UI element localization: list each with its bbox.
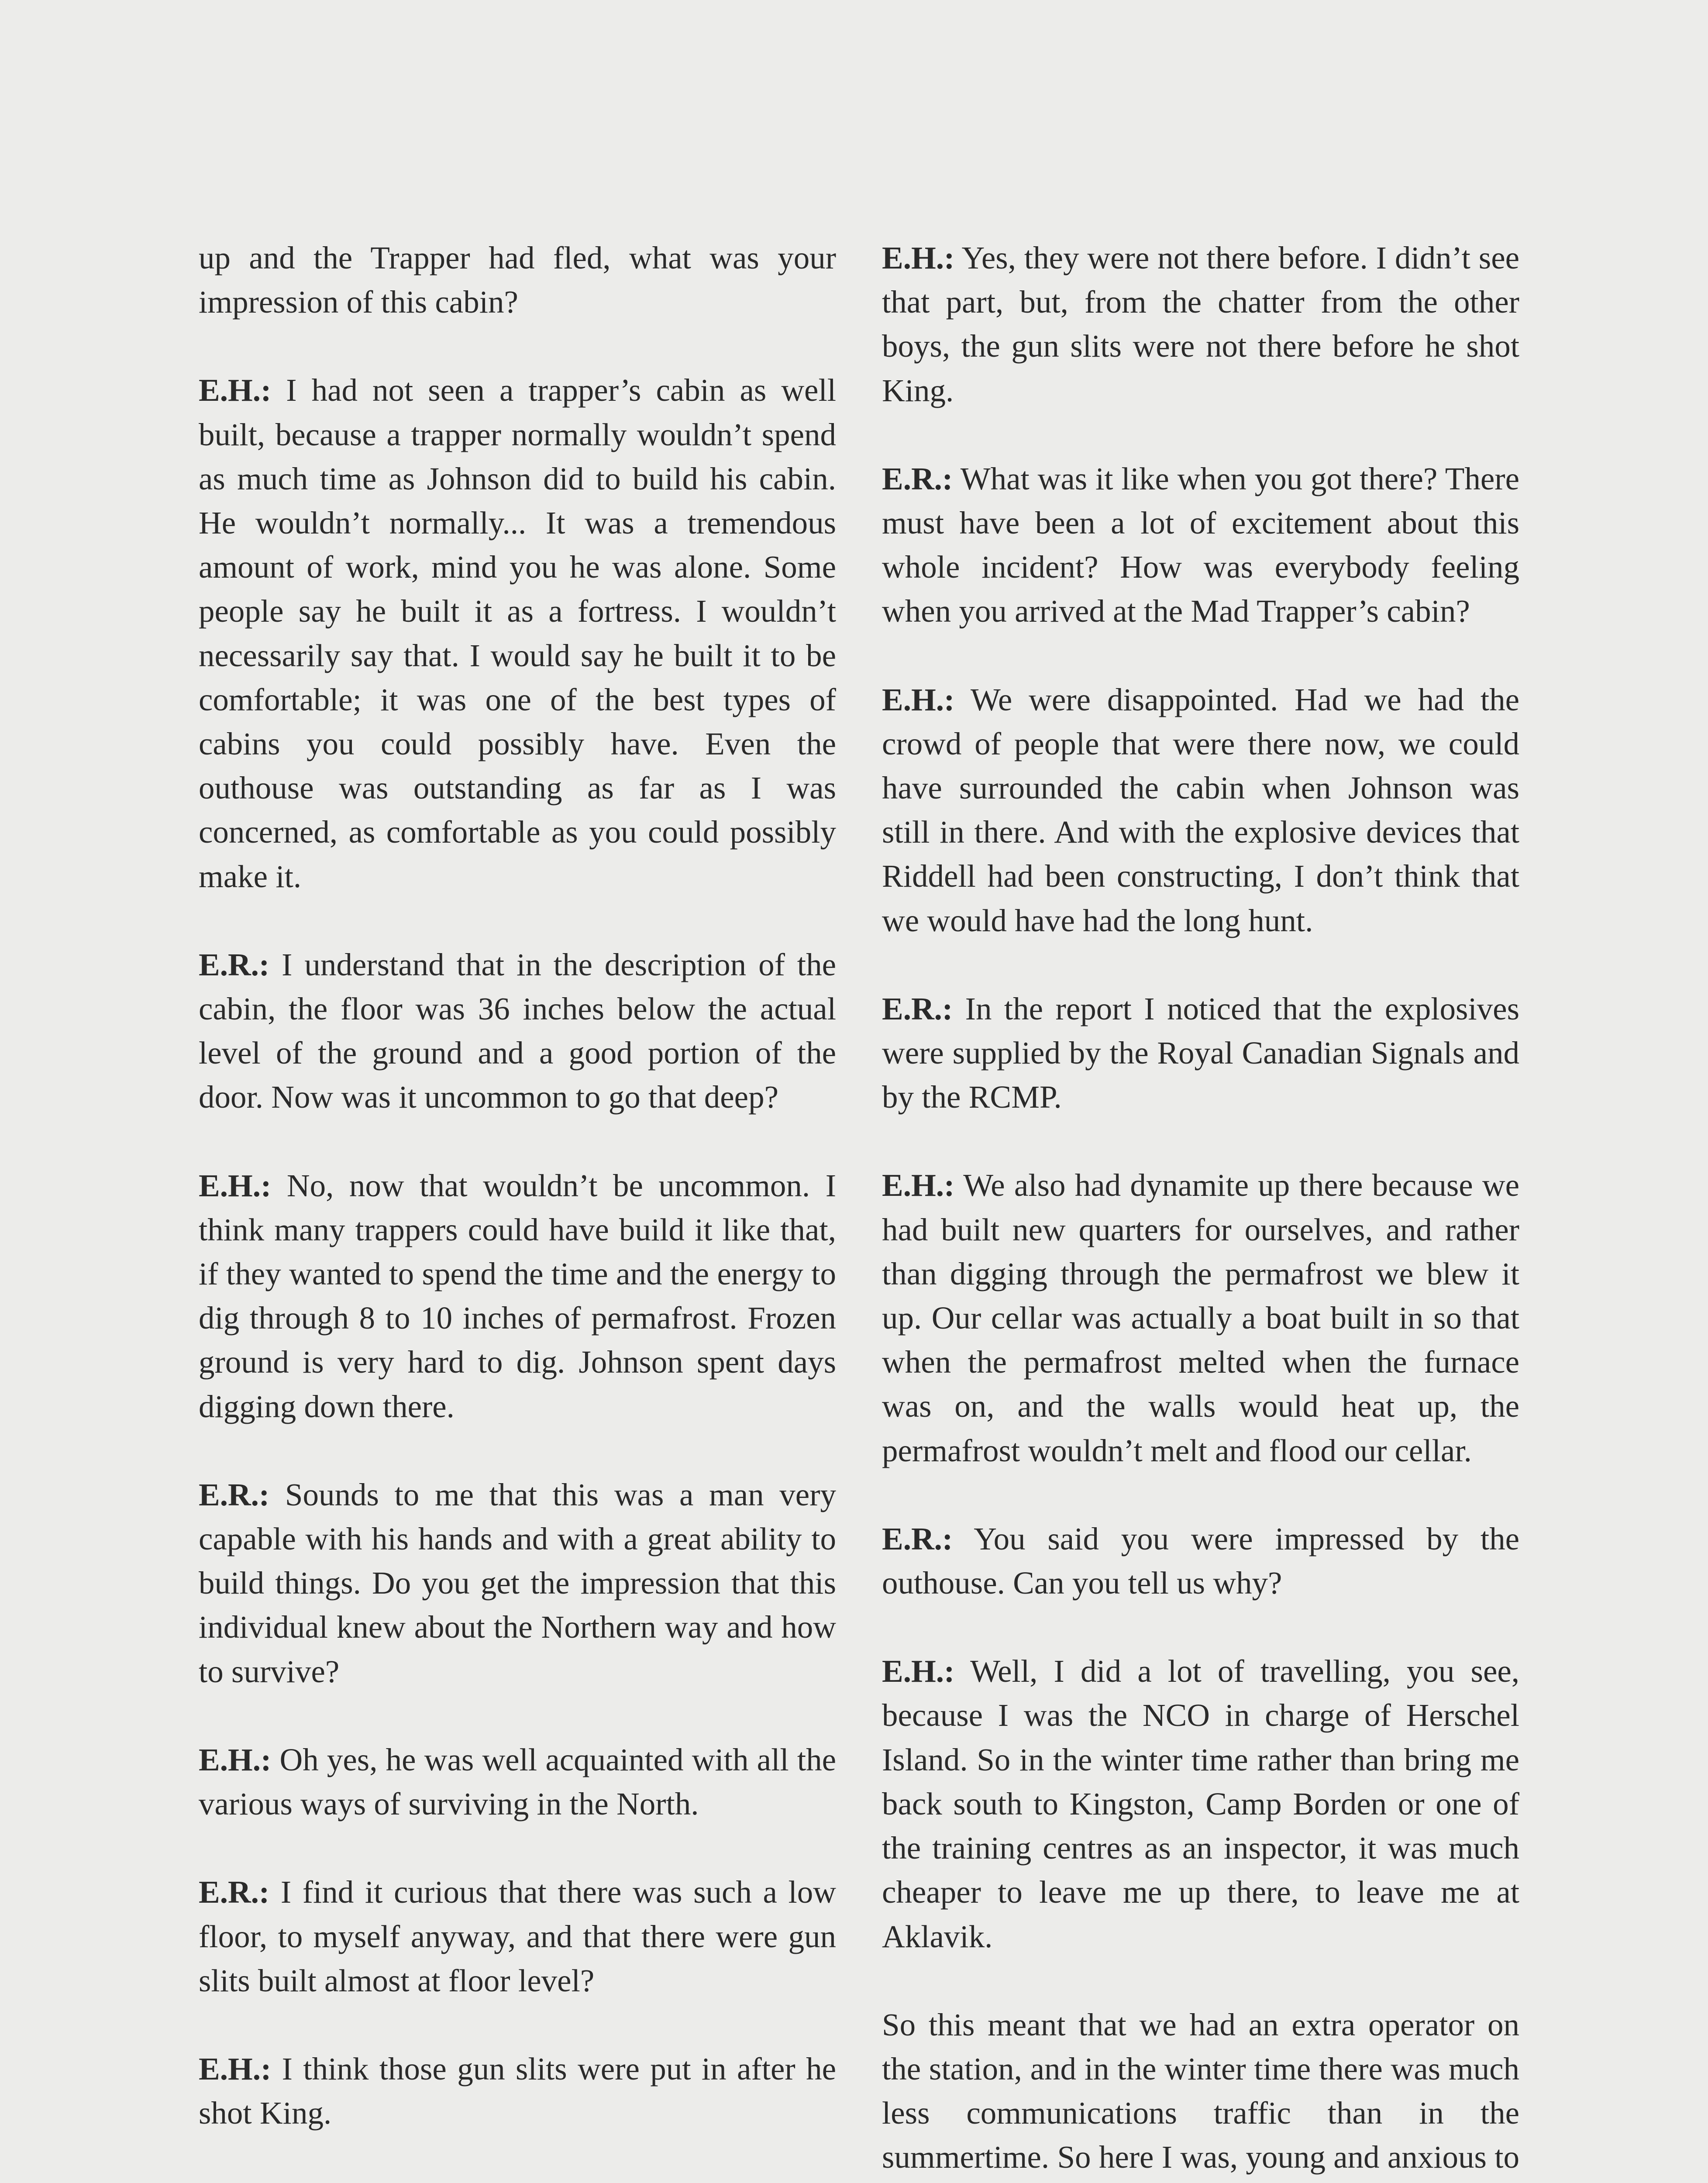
paragraph [199, 1164, 836, 1429]
paragraph-text: up and the Trapper had fled, what was your impression of this cabin? [199, 240, 836, 320]
speaker-label: E.R.: [199, 947, 270, 982]
paragraph [882, 1517, 1519, 1605]
speaker-label: E.R.: [882, 1521, 953, 1556]
speaker-label: E.R.: [882, 461, 953, 496]
paragraph [199, 2047, 836, 2135]
paragraph [199, 236, 836, 324]
paragraph [882, 678, 1519, 943]
paragraph-text: I understand that in the description of the cabin, the floor was 36 inches below the actual level of the ground and a good portion of the door. Now was it uncommon to go that deep? [199, 947, 836, 1115]
speaker-label: E.R.: [882, 991, 953, 1026]
paragraph-text: I think those gun slits were put in after he shot King. [199, 2051, 837, 2131]
paragraph-text: I had not seen a trapper’s cabin as well built, because a trapper normally wouldn’t spend as much time as Johnson did to build his cabin. He wouldn’t normally... It was a tremendous amount of work, mind you he was alone. Some people say he built it as a fortress. I wouldn’t necessarily say that. I would say he built it to be comfortable; it was one of the best types of cabins you could possibly have. Even the outhouse was outstanding as far as I was concerned, as comfortable as you could possibly make it. [199, 372, 837, 894]
speaker-label: E.H.: [882, 240, 955, 275]
left-column [199, 236, 836, 2183]
paragraph [882, 457, 1519, 634]
speaker-label: E.R.: [199, 1874, 270, 1910]
speaker-label: E.H.: [882, 1653, 955, 1689]
paragraph-text: In the report I noticed that the explosives were supplied by the Royal Canadian Signals and by the RCMP. [882, 991, 1519, 1115]
paragraph [199, 1870, 836, 2003]
paragraph [882, 987, 1519, 1119]
right-column [882, 236, 1519, 2183]
paragraph-text: Well, I did a lot of travelling, you see, because I was the NCO in charge of Herschel Island. So in the winter time rather than bring me back south to Kingston, Camp Borden or one of the training centres as an inspector, it was much cheaper to leave me up there, to leave me at Aklavik. [882, 1653, 1519, 1954]
paragraph-text: Yes, they were not there before. I didn’t see that part, but, from the chatter from the other boys, the gun slits were not there before he shot King. [882, 240, 1519, 408]
speaker-label: E.H.: [199, 1742, 272, 1777]
paragraph [882, 236, 1519, 413]
speaker-label: E.H.: [882, 682, 955, 717]
paragraph-text: So this meant that we had an extra operator on the station, and in the winter time there was much less communications traffic than in the summertime. So here I was, young and anxious to [882, 2007, 1519, 2175]
paragraph-text: Oh yes, he was well acquainted with all the various ways of surviving in the North. [199, 1742, 836, 1822]
paragraph-text: We were disappointed. Had we had the crowd of people that were there now, we could have surrounded the cabin when Johnson was still in there. And with the explosive devices that Riddell had been constructing, I don’t think that we would have had the long hunt. [882, 682, 1519, 938]
paragraph-text: No, now that wouldn’t be uncommon. I think many trappers could have build it like that, if they wanted to spend the time and the energy to dig through 8 to 10 inches of permafrost. Frozen ground is very hard to dig. Johnson spent days digging down there. [199, 1167, 837, 1424]
paragraph [199, 2179, 836, 2183]
speaker-label: E.H.: [199, 372, 272, 408]
speaker-label: E.H.: [882, 1167, 955, 1203]
paragraph-text: I find it curious that there was such a low floor, to myself anyway, and that there were gun slits built almost at floor level? [199, 1874, 837, 1998]
paragraph [882, 1649, 1519, 1958]
paragraph-text: You said you were impressed by the outhouse. Can you tell us why? [882, 1521, 1520, 1601]
paragraph-text: Sounds to me that this was a man very capable with his hands and with a great ability to build things. Do you get the impression that this individual knew about the Northern way and how to survive? [199, 1477, 837, 1689]
paragraph [199, 943, 836, 1119]
paragraph [882, 1163, 1519, 1472]
speaker-label: E.R.: [199, 1477, 270, 1512]
paragraph [882, 2003, 1519, 2183]
speaker-label: E.H.: [199, 2051, 272, 2087]
paragraph-text: We also had dynamite up there because we had built new quarters for ourselves, and rather than digging through the permafrost we blew it up. Our cellar was actually a boat built in so that when the permafrost melted when the furnace was on, and the walls would heat up, the permafrost wouldn’t melt and flood our cellar. [882, 1167, 1519, 1468]
speaker-label: E.H.: [199, 1167, 272, 1203]
paragraph [199, 1738, 836, 1826]
paragraph-text: What was it like when you got there? There must have been a lot of excitement about this whole incident? How was everybody feeling when you arrived at the Mad Trapper’s cabin? [882, 461, 1520, 629]
paragraph [199, 368, 836, 898]
paragraph [199, 1473, 836, 1694]
